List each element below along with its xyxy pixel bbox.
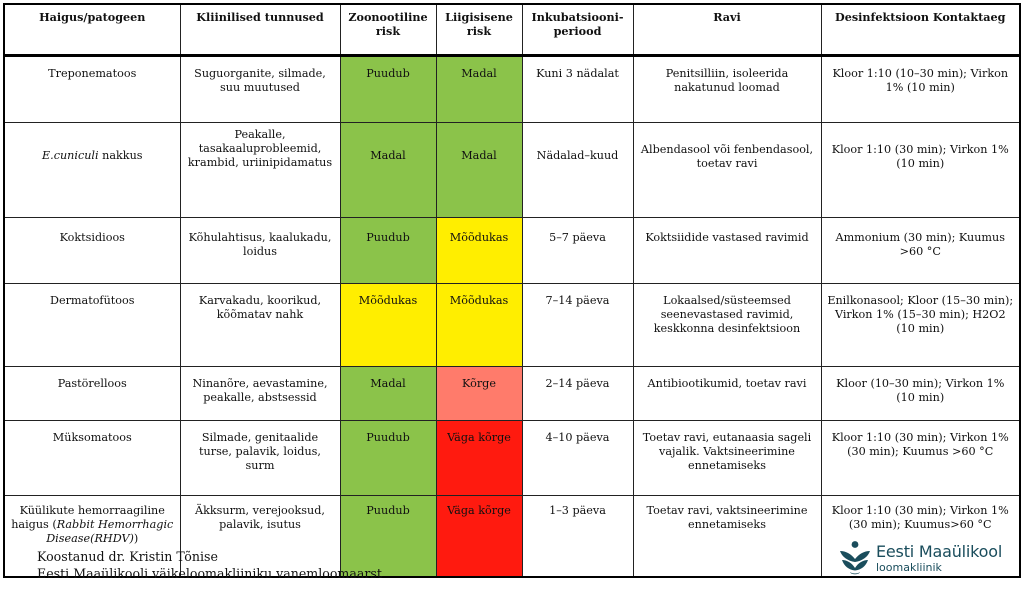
cell-disinfection: Ammonium (30 min); Kuumus >60 °C xyxy=(821,218,1020,284)
table-header-row xyxy=(4,4,1020,56)
cell-incubation: Nädalad–kuud xyxy=(522,123,633,218)
header-zoonotic: Zoonootiline risk xyxy=(340,4,436,56)
header-signs: Kliinilised tunnused xyxy=(180,4,340,56)
header-treatment: Ravi xyxy=(633,4,821,56)
logo-subtitle: loomakliinik xyxy=(876,561,942,574)
table-row xyxy=(4,218,1020,284)
header-incubation: Inkubatsiooni-periood xyxy=(522,4,633,56)
cell-signs: Peakalle, tasakaaluprobleemid, krambid, uriinipidamatus xyxy=(180,123,340,218)
table-row xyxy=(4,421,1020,496)
cell-zoonotic: Puudub xyxy=(340,421,436,496)
cell-disinfection: Kloor 1:10 (30 min); Virkon 1% (30 min); Kuumus >60 °C xyxy=(821,421,1020,496)
disease-english-name: Rabbit Hemorrhagic Disease(RHDV) xyxy=(46,518,174,545)
header-disinfection: Desinfektsioon Kontaktaeg xyxy=(821,4,1020,56)
table-row xyxy=(4,367,1020,421)
cell-disease: Koktsidioos xyxy=(4,218,180,284)
cell-signs: Kõhulahtisus, kaalukadu, loidus xyxy=(180,218,340,284)
cell-disease xyxy=(4,123,180,218)
leaf-person-icon xyxy=(838,540,872,576)
cell-intra: Madal xyxy=(436,56,522,123)
author-line-1: Koostanud dr. Kristin Tõnise xyxy=(37,549,218,564)
university-logo xyxy=(838,540,1016,580)
logo-text xyxy=(876,542,1002,574)
cell-intra: Kõrge xyxy=(436,367,522,421)
cell-intra: Mõõdukas xyxy=(436,218,522,284)
cell-signs: Karvakadu, koorikud, kõõmatav nahk xyxy=(180,284,340,367)
cell-zoonotic: Puudub xyxy=(340,218,436,284)
disease-table-wrapper xyxy=(3,3,1019,578)
cell-disinfection: Kloor 1:10 (10–30 min); Virkon 1% (10 min) xyxy=(821,56,1020,123)
cell-disinfection: Kloor 1:10 (30 min); Virkon 1% (30 min); Kuumus>60 °C xyxy=(821,496,1020,578)
disease-close-paren: ) xyxy=(133,532,139,545)
author-credit xyxy=(37,548,382,582)
logo-name: Eesti Maaülikool xyxy=(876,542,1003,561)
cell-zoonotic: Puudub xyxy=(340,56,436,123)
cell-treatment: Lokaalsed/süsteemsed seenevastased ravimid, keskkonna desinfektsioon xyxy=(633,284,821,367)
cell-treatment: Albendasool või fenbendasool, toetav ravi xyxy=(633,123,821,218)
cell-zoonotic: Puudub xyxy=(340,496,436,578)
cell-incubation: 1–3 päeva xyxy=(522,496,633,578)
cell-incubation: 5–7 päeva xyxy=(522,218,633,284)
table-row xyxy=(4,56,1020,123)
cell-signs: Äkksurm, verejooksud, palavik, isutus xyxy=(180,496,340,578)
cell-disease: Pastörelloos xyxy=(4,367,180,421)
table-row xyxy=(4,284,1020,367)
cell-treatment: Penitsilliin, isoleerida nakatunud loomad xyxy=(633,56,821,123)
cell-intra: Väga kõrge xyxy=(436,421,522,496)
cell-disinfection: Kloor (10–30 min); Virkon 1% (10 min) xyxy=(821,367,1020,421)
header-disease: Haigus/patogeen xyxy=(4,4,180,56)
cell-treatment: Toetav ravi, vaktsineerimine ennetamiseks xyxy=(633,496,821,578)
table-row xyxy=(4,123,1020,218)
cell-treatment: Koktsiidide vastased ravimid xyxy=(633,218,821,284)
cell-intra: Mõõdukas xyxy=(436,284,522,367)
cell-disinfection: Enilkonasool; Kloor (15–30 min); Virkon 1% (15–30 min); H2O2 (10 min) xyxy=(821,284,1020,367)
cell-disease: Dermatofütoos xyxy=(4,284,180,367)
cell-disease: Treponematoos xyxy=(4,56,180,123)
cell-zoonotic: Madal xyxy=(340,123,436,218)
cell-signs: Ninanõre, aevastamine, peakalle, abstsessid xyxy=(180,367,340,421)
cell-zoonotic: Mõõdukas xyxy=(340,284,436,367)
disease-name: Küülikute hemorraagiline haigus ( xyxy=(11,504,165,531)
disease-suffix: nakkus xyxy=(98,149,143,162)
cell-disease: Müksomatoos xyxy=(4,421,180,496)
disease-table xyxy=(3,3,1021,578)
cell-signs: Suguorganite, silmade, suu muutused xyxy=(180,56,340,123)
cell-incubation: 2–14 päeva xyxy=(522,367,633,421)
cell-intra: Madal xyxy=(436,123,522,218)
cell-zoonotic: Madal xyxy=(340,367,436,421)
cell-incubation: Kuni 3 nädalat xyxy=(522,56,633,123)
cell-incubation: 7–14 päeva xyxy=(522,284,633,367)
cell-signs: Silmade, genitaalide turse, palavik, loidus, surm xyxy=(180,421,340,496)
cell-disinfection: Kloor 1:10 (30 min); Virkon 1% (10 min) xyxy=(821,123,1020,218)
pathogen-name: E.cuniculi xyxy=(41,149,99,162)
cell-intra: Väga kõrge xyxy=(436,496,522,578)
cell-incubation: 4–10 päeva xyxy=(522,421,633,496)
cell-treatment: Antibiootikumid, toetav ravi xyxy=(633,367,821,421)
author-line-2: Eesti Maaülikooli väikeloomakliiniku vanemloomaarst xyxy=(37,566,382,581)
cell-treatment: Toetav ravi, eutanaasia sageli vajalik. Vaktsineerimine ennetamiseks xyxy=(633,421,821,496)
header-intra: Liigisisene risk xyxy=(436,4,522,56)
